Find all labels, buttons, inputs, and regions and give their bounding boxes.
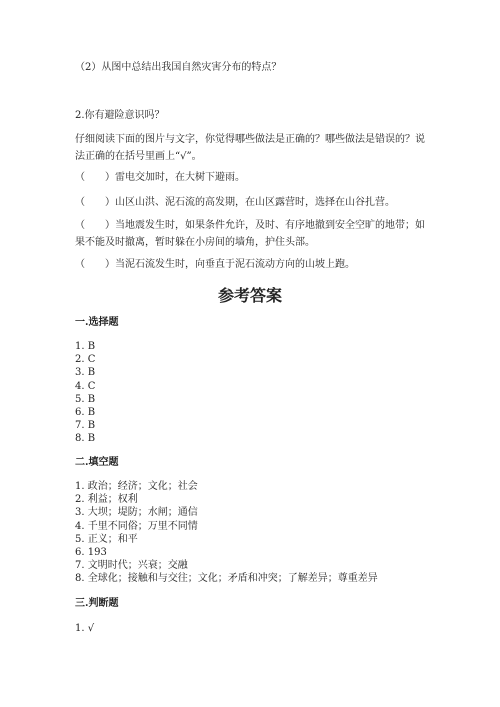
list-item: 1. √ [75, 623, 95, 634]
list-item: 4. 千里不同俗；万里不同情 [75, 520, 198, 532]
list-item: 7. 文明时代；兴衰；交融 [75, 560, 188, 572]
fill-section-heading: 二.填空题 [75, 457, 119, 468]
list-item: 5. B [75, 393, 96, 405]
statement-item: （ ）当泥石流发生时，向垂直于泥石流动方向的山坡上跑。 [75, 259, 355, 270]
answer-key-title: 参考答案 [217, 286, 282, 305]
list-item: 1. B [75, 341, 96, 352]
question-avoid-risk-title: 2.你有避险意识吗？ [75, 110, 165, 121]
list-item: 2. C [75, 354, 96, 366]
list-item: 4. C [75, 380, 96, 392]
statement-item: （ ）当地震发生时，如果条件允许，及时、有序地撤到安全空旷的地带；如果不能及时撤离，暂时躲在小房间的墙角，护住头部。 [75, 220, 425, 248]
judge-section-heading: 三.判断题 [75, 598, 119, 609]
list-item: 8. 全球化；接触和与交往；文化；矛盾和冲突；了解差异；尊重差异 [75, 573, 378, 585]
question-2-subquestion: （2）从图中总结出我国自然灾害分布的特点？ [75, 62, 282, 73]
list-item: 2. 利益；权利 [75, 494, 138, 506]
choice-section-heading: 一.选择题 [75, 317, 119, 328]
list-item: 3. 大坝；堤防；水闸；通信 [75, 507, 198, 519]
instruction-text: 仔细阅读下面的图片与文字，你觉得哪些做法是正确的？哪些做法是错误的？说法正确的在括号里画上“√”。 [75, 134, 425, 162]
statement-item: （ ）雷电交加时，在大树下避雨。 [75, 172, 245, 183]
choice-answers-list [75, 340, 95, 446]
list-item: 5. 正义；和平 [75, 533, 138, 545]
statement-item: （ ）山区山洪、泥石流的高发期，在山区露营时，选择在山谷扎营。 [75, 197, 395, 208]
list-item: 6. B [75, 407, 96, 419]
judge-answers-list [75, 622, 94, 635]
fill-answers-list [75, 480, 378, 586]
list-item: 3. B [75, 367, 96, 379]
list-item: 6. 193 [75, 547, 107, 559]
list-item: 1. 政治；经济；文化；社会 [75, 481, 198, 492]
list-item: 8. B [75, 433, 96, 445]
list-item: 7. B [75, 420, 96, 432]
